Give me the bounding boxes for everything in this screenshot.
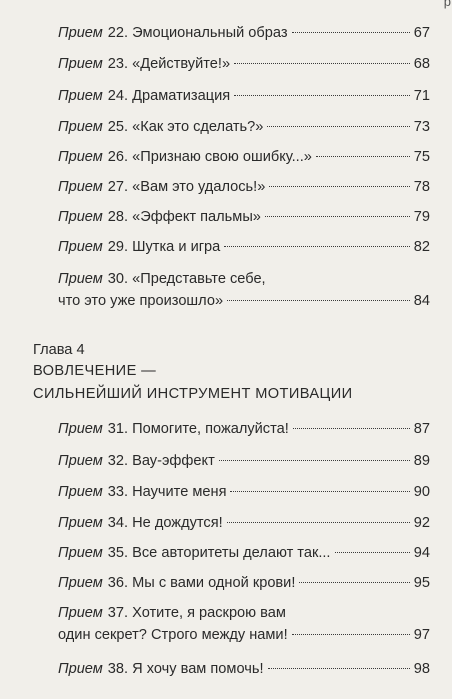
entry-title: «Вам это удалось!» [132, 179, 266, 195]
entry-prefix: Прием [58, 149, 103, 165]
entry-number: 24. [107, 88, 129, 104]
toc-entry-29 [58, 236, 430, 258]
entry-number: 23. [107, 56, 129, 72]
entry-prefix: Прием [58, 484, 103, 500]
page-number: 68 [413, 56, 430, 72]
entry-prefix: Прием [58, 25, 103, 41]
page-number: 97 [413, 627, 430, 643]
entry-prefix: Прием [58, 179, 103, 195]
page-number: 90 [413, 484, 430, 500]
entry-title: «Как это сделать?» [132, 119, 264, 135]
page-number: 75 [413, 149, 430, 165]
entry-title-continued: один секрет? Строго между нами! [58, 627, 288, 643]
page-number: 84 [413, 293, 430, 309]
entry-title: Помогите, пожалуйста! [132, 421, 289, 437]
entry-prefix: Прием [58, 271, 103, 287]
entry-title: Вау-эффект [132, 453, 215, 469]
page-number: 79 [413, 209, 430, 225]
entry-prefix: Прием [58, 421, 103, 437]
entry-number: 27. [107, 179, 129, 195]
entry-number: 22. [107, 25, 129, 41]
dot-leader [299, 582, 409, 583]
page-number: 67 [413, 25, 430, 41]
running-header-fragment: р [443, 0, 452, 9]
entry-title: Не дождутся! [132, 515, 223, 531]
entry-prefix: Прием [58, 545, 103, 561]
dot-leader [227, 300, 410, 301]
toc-entry-37 [58, 602, 430, 646]
entry-number: 35. [107, 545, 129, 561]
toc-entry-32 [58, 450, 430, 472]
entry-title: Шутка и игра [132, 239, 221, 255]
toc-entry-36 [58, 572, 430, 594]
entry-title: Все авторитеты делают так... [132, 545, 331, 561]
toc-entry-35 [58, 542, 430, 564]
entry-title: Научите меня [132, 484, 227, 500]
toc-entry-27 [58, 176, 430, 198]
page-number: 82 [413, 239, 430, 255]
entry-number: 37. [107, 605, 129, 621]
entry-prefix: Прием [58, 453, 103, 469]
dot-leader [234, 63, 410, 64]
entry-prefix: Прием [58, 239, 103, 255]
entry-title: «Эффект пальмы» [132, 209, 261, 225]
entry-title: «Признаю свою ошибку...» [132, 149, 312, 165]
chapter-label: Глава 4 [33, 342, 85, 358]
entry-prefix: Прием [58, 605, 103, 621]
page-number: 92 [413, 515, 430, 531]
dot-leader [230, 491, 409, 492]
dot-leader [316, 156, 410, 157]
toc-entry-28 [58, 206, 430, 228]
entry-prefix: Прием [58, 209, 103, 225]
dot-leader [234, 95, 410, 96]
toc-entry-24 [58, 85, 430, 107]
dot-leader [224, 246, 409, 247]
entry-prefix: Прием [58, 88, 103, 104]
dot-leader [292, 32, 410, 33]
entry-prefix: Прием [58, 661, 103, 677]
entry-number: 26. [107, 149, 129, 165]
entry-number: 33. [107, 484, 129, 500]
toc-entry-34 [58, 512, 430, 534]
page-number: 87 [413, 421, 430, 437]
entry-title: Драматизация [132, 88, 231, 104]
page-number: 73 [413, 119, 430, 135]
dot-leader [268, 668, 410, 669]
entry-title: Эмоциональный образ [132, 25, 288, 41]
entry-number: 30. [107, 271, 129, 287]
page-number: 89 [413, 453, 430, 469]
entry-prefix: Прием [58, 56, 103, 72]
toc-entry-38 [58, 658, 430, 680]
entry-title: Мы с вами одной крови! [132, 575, 296, 591]
dot-leader [292, 634, 410, 635]
dot-leader [219, 460, 410, 461]
toc-entry-26 [58, 146, 430, 168]
entry-title: «Действуйте!» [132, 56, 231, 72]
entry-number: 34. [107, 515, 129, 531]
dot-leader [269, 186, 409, 187]
page-number: 98 [413, 661, 430, 677]
entry-number: 32. [107, 453, 129, 469]
entry-number: 31. [107, 421, 129, 437]
dot-leader [265, 216, 410, 217]
chapter-title-line-1: ВОВЛЕЧЕНИЕ — [33, 363, 157, 379]
entry-title: Хотите, я раскрою вам [132, 605, 286, 621]
dot-leader [293, 428, 410, 429]
entry-number: 36. [107, 575, 129, 591]
entry-title: «Представьте себе, [132, 271, 266, 287]
dot-leader [267, 126, 409, 127]
toc-entry-30 [58, 268, 430, 312]
page-number: 95 [413, 575, 430, 591]
entry-prefix: Прием [58, 575, 103, 591]
page-number: 94 [413, 545, 430, 561]
toc-entry-31 [58, 418, 430, 440]
chapter-title-line-2: СИЛЬНЕЙШИЙ ИНСТРУМЕНТ МОТИВАЦИИ [33, 386, 353, 402]
entry-number: 29. [107, 239, 129, 255]
entry-prefix: Прием [58, 515, 103, 531]
entry-number: 25. [107, 119, 129, 135]
entry-number: 28. [107, 209, 129, 225]
entry-prefix: Прием [58, 119, 103, 135]
toc-entry-22 [58, 22, 430, 44]
entry-title: Я хочу вам помочь! [132, 661, 264, 677]
dot-leader [335, 552, 410, 553]
entry-number: 38. [107, 661, 129, 677]
entry-title-continued: что это уже произошло» [58, 293, 224, 309]
page-number: 71 [413, 88, 430, 104]
toc-entry-25 [58, 116, 430, 138]
toc-entry-23 [58, 53, 430, 75]
dot-leader [227, 522, 410, 523]
toc-entry-33 [58, 481, 430, 503]
page-number: 78 [413, 179, 430, 195]
